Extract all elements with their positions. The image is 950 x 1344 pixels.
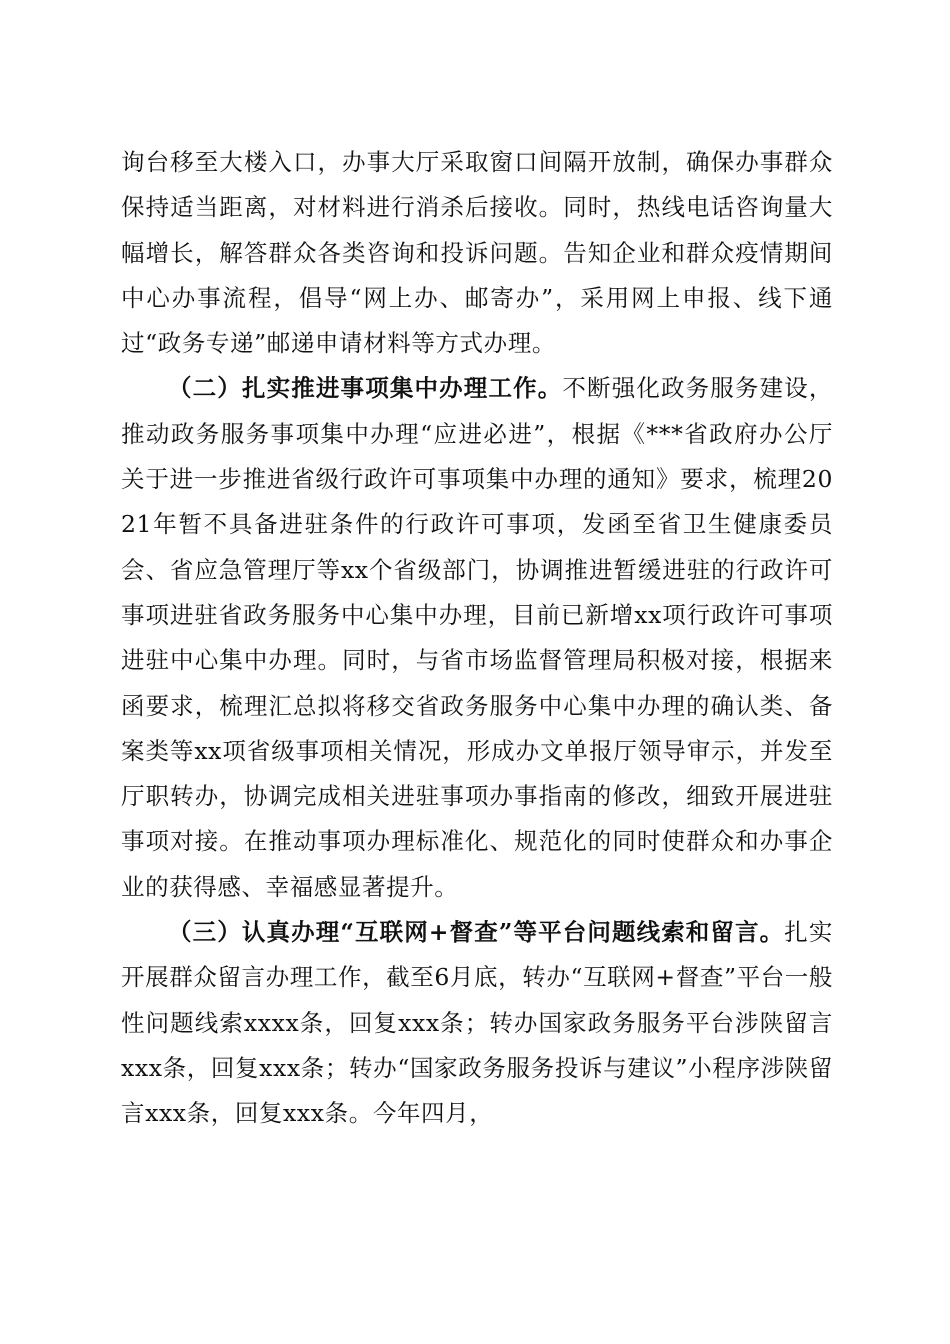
section-heading-3: （三）认真办理“互联网+督查”等平台问题线索和留言。 <box>168 918 785 947</box>
section-heading-2: （二）扎实推进事项集中办理工作。 <box>168 374 563 403</box>
paragraph-2-text: 不断强化政务服务建设，推动政务服务事项集中办理“应进必进”，根据《***省政府办公厅关于进一步推进省级行政许可事项集中办理的通知》要求，梳理2021年暂不具备进驻条件的行政许可事项，发函至省卫生健康委员会、省应急管理厅等xx个省级部门，协调推进暂缓进驻的行政许可事项进驻省政务服务中心集中办理，目前已新增xx项行政许可事项进驻中心集中办理。同时，与省市场监督管理局积极对接，根据来函要求，梳理汇总拟将移交省政务服务中心集中办理的确认类、备案类等xx项省级事项相关情况，形成办文单报厅领导审示，并发至厅职转办，协调完成相关进驻事项办事指南的修改，细致开展进驻事项对接。在推动事项办理标准化、规范化的同时使群众和办事企业的获得感、幸福感显著提升。 <box>121 374 833 901</box>
paragraph-1 <box>121 140 833 366</box>
paragraph-2 <box>121 366 833 910</box>
paragraph-1-text: 询台移至大楼入口，办事大厅采取窗口间隔开放制，确保办事群众保持适当距离，对材料进行消杀后接收。同时，热线电话咨询量大幅增长，解答群众各类咨询和投诉问题。告知企业和群众疫情期间中心办事流程，倡导“网上办、邮寄办”，采用网上申报、线下通过“政务专递”邮递申请材料等方式办理。 <box>121 148 833 358</box>
paragraph-3-text: 扎实开展群众留言办理工作，截至6月底，转办“互联网+督查”平台一般性问题线索xxxx条，回复xxx条；转办国家政务服务平台涉陕留言xxx条，回复xxx条；转办“国家政务服务投诉与建议”小程序涉陕留言xxx条，回复xxx条。今年四月， <box>121 918 833 1128</box>
document-page <box>121 140 833 1137</box>
paragraph-3 <box>121 910 833 1136</box>
